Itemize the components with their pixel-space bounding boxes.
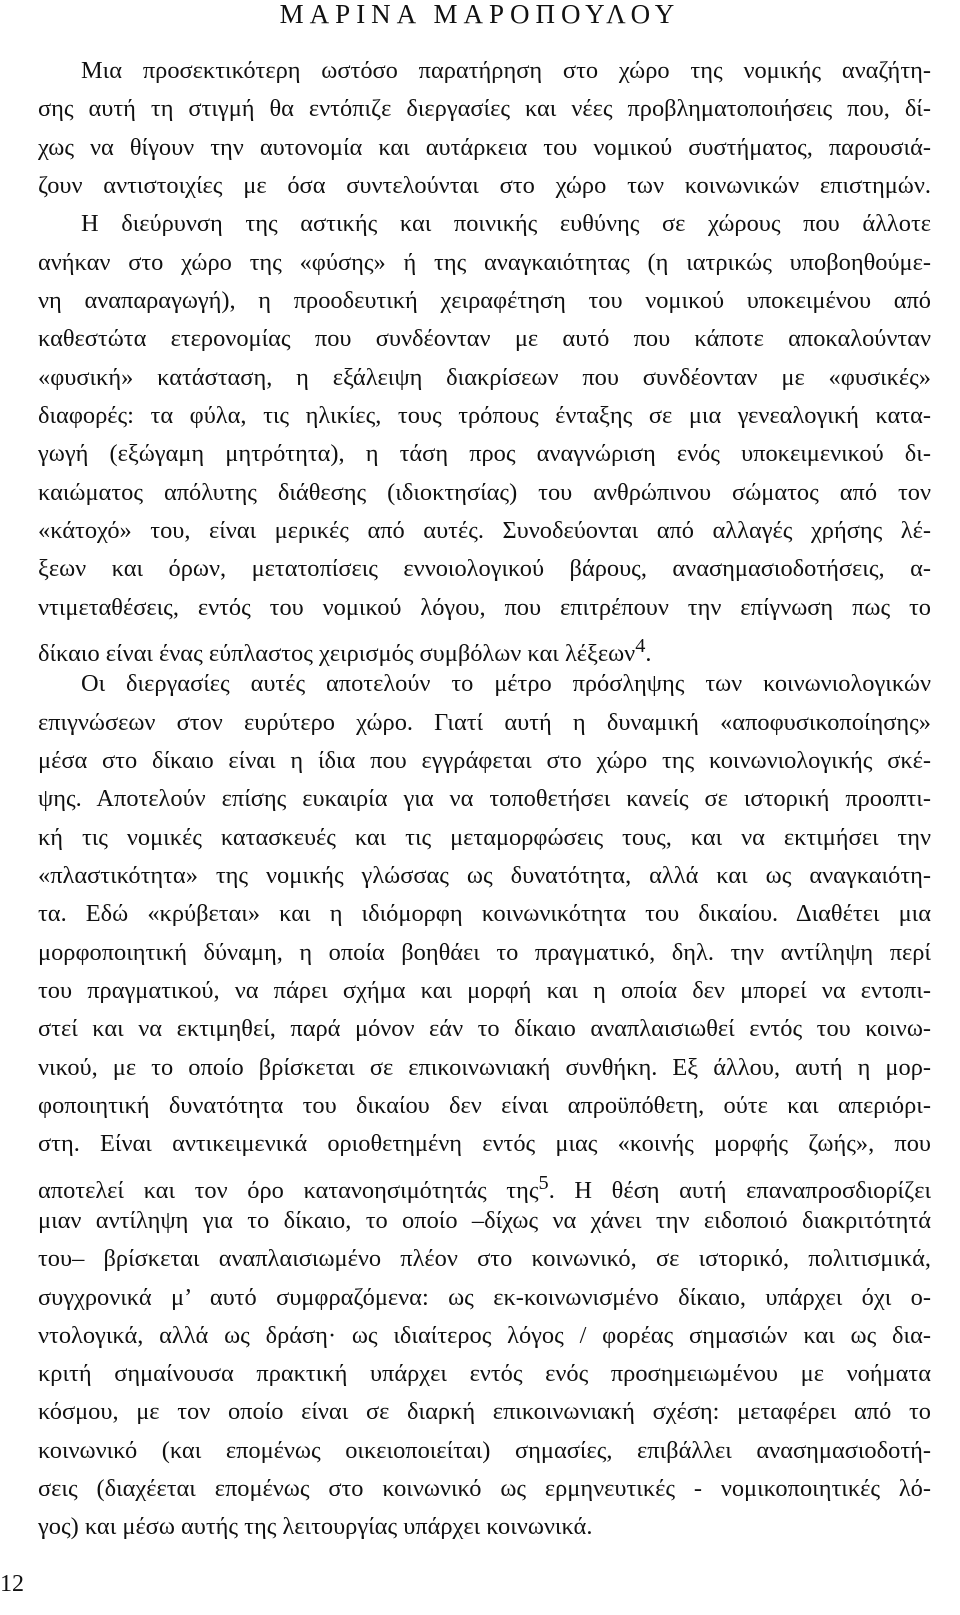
text-line: Μια προσεκτικότερη ωστόσο παρατήρηση στο χώρο της νομικής αναζήτη- [81, 57, 931, 84]
text-line: μιαν αντίληψη για το δίκαιο, το οποίο –δίχως να χάνει την ειδοποιό διακριτότητά [38, 1206, 931, 1234]
text-line: νη αναπαραγωγή), η προοδευτική χειραφέτηση του νομικού υποκειμένου από [38, 286, 931, 314]
text-line: γωγή (εξώγαμη μητρότητα), η τάση προς αναγνώριση ενός υποκειμενικού δι- [38, 440, 931, 468]
text-line: «πλαστικότητα» της νομικής γλώσσας ως δυνατότητα, αλλά και ως αναγκαιότη- [38, 861, 931, 889]
text-line: καθεστώτα ετερονομίας που συνδέονταν με αυτό που κάποτε αποκαλούνταν [38, 325, 931, 353]
text-line: κόσμου, με τον οποίο είναι σε διαρκή επικοινωνιακή σχέση: μεταφέρει από το [38, 1398, 931, 1426]
body-text [38, 52, 931, 1547]
text-line: στεί και να εκτιμηθεί, παρά μόνον εάν το δίκαιο αναπλαισιωθεί εντός του κοινω- [38, 1015, 931, 1043]
text-line: Οι διεργασίες αυτές αποτελούν το μέτρο πρόσληψης των κοινωνιολογικών [81, 670, 931, 698]
text-line [38, 1164, 931, 1202]
text-line: ντιμεταθέσεις, εντός του νομικού λόγου, που επιτρέπουν την επίγνωση πως το [38, 593, 931, 621]
text-line: ζουν αντιστοιχίες με όσα συντελούνται στο χώρο των κοινωνικών επιστημών. [38, 171, 931, 199]
footnote-reference: 4 [635, 634, 646, 657]
text-line: χως να θίγουν την αυτονομία και αυτάρκεια του νομικού συστήματος, παρουσιά- [38, 133, 931, 161]
text-line: διαφορές: τα φύλα, τις ηλικίες, τους τρόπους ένταξης σε μια γενεαλογική κατα- [38, 401, 931, 429]
text-line-content: αποτελεί και τον όρο κατανοησιμότητάς της [38, 1176, 539, 1204]
text-line: ντολογικά, αλλά ως δράση· ως ιδιαίτερος λόγος / φορέας σημασιών και ως δια- [38, 1321, 931, 1349]
text-line: τα. Εδώ «κρύβεται» και η ιδιόμορφη κοινωνικότητα του δικαίου. Διαθέτει μια [38, 900, 931, 928]
text-line: μέσα στο δίκαιο είναι η ίδια που εγγράφεται στο χώρο της κοινωνιολογικής σκέ- [38, 746, 931, 774]
text-line: του πραγματικού, να πάρει σχήμα και μορφή και η οποία δεν μπορεί να εντοπι- [38, 976, 931, 1004]
text-line: ξεων και όρων, μετατοπίσεις εννοιολογικού βάρους, ανασημασιοδοτήσεις, α- [38, 555, 931, 583]
text-line: του– βρίσκεται αναπλαισιωμένο πλέον στο κοινωνικό, σε ιστορικό, πολιτισμικά, [38, 1245, 931, 1273]
page-number: 12 [0, 1571, 24, 1597]
text-line: μορφοποιητική δύναμη, η οποία βοηθάει το πραγματικό, δηλ. την αντίληψη περί [38, 938, 931, 966]
text-line-tail: . [645, 640, 652, 668]
text-line-content: δίκαιο είναι ένας εύπλαστος χειρισμός συμβόλων και λέξεων [38, 640, 636, 668]
text-line: ανήκαν στο χώρο της «φύσης» ή της αναγκαιότητας (η ιατρικώς υποβοηθούμε- [38, 248, 931, 276]
text-line: «κάτοχό» του, είναι μερικές από αυτές. Συνοδεύονται από αλλαγές χρήσης λέ- [38, 516, 931, 544]
text-line: «φυσική» κατάσταση, η εξάλειψη διακρίσεων που συνδέονταν με «φυσικές» [38, 363, 931, 391]
text-line: σης αυτή τη στιγμή θα εντόπιζε διεργασίες και νέες προβληματοποιήσεις που, δί- [38, 95, 931, 123]
text-line: φοποιητική δυνατότητα του δικαίου δεν είναι απροϋπόθετη, ούτε και απεριόρι- [38, 1091, 931, 1119]
text-line: σεις (διαχέεται επομένως στο κοινωνικό ως ερμηνευτικές - νομικοποιητικές λό- [38, 1475, 931, 1503]
text-line-tail: . Η θέση αυτή επαναπροσδιορίζει [548, 1176, 932, 1204]
text-line: κριτή σημαίνουσα πρακτική υπάρχει εντός ενός προσημειωμένου με νοήματα [38, 1360, 931, 1388]
text-line: ψης. Αποτελούν επίσης ευκαιρία για να τοποθετήσει κανείς σε ιστορική προοπτι- [38, 785, 931, 813]
text-line: επιγνώσεων στον ευρύτερο χώρο. Γιατί αυτή η δυναμική «αποφυσικοποίησης» [38, 708, 931, 736]
footnote-reference: 5 [538, 1171, 549, 1194]
text-line: καιώματος απόλυτης διάθεσης (ιδιοκτησίας) του ανθρώπινου σώματος από τον [38, 478, 931, 506]
text-line [38, 627, 931, 668]
text-line: συγχρονικά μ’ αυτό συμφραζόμενα: ως εκ-κοινωνισμένο δίκαιο, υπάρχει όχι ο- [38, 1283, 931, 1311]
text-line: στη. Είναι αντικειμενικά οριοθετημένη εντός μιας «κοινής μορφής ζωής», που [38, 1130, 931, 1158]
text-line: νικού, με το οποίο βρίσκεται σε επικοινωνιακή συνθήκη. Εξ άλλου, αυτή η μορ- [38, 1053, 931, 1081]
text-line: κοινωνικό (και επομένως οικειοποιείται) σημασίες, επιβάλλει ανασημασιοδοτή- [38, 1436, 931, 1464]
text-line: κή τις νομικές κατασκευές και τις μεταμορφώσεις τους, και να εκτιμήσει την [38, 823, 931, 851]
text-line: γος) και μέσω αυτής της λειτουργίας υπάρχει κοινωνικά. [38, 1513, 593, 1541]
running-head: ΜΑΡΙΝΑ ΜΑΡΟΠΟΥΛΟΥ [279, 0, 681, 29]
text-line: Η διεύρυνση της αστικής και ποινικής ευθύνης σε χώρους που άλλοτε [81, 210, 931, 238]
